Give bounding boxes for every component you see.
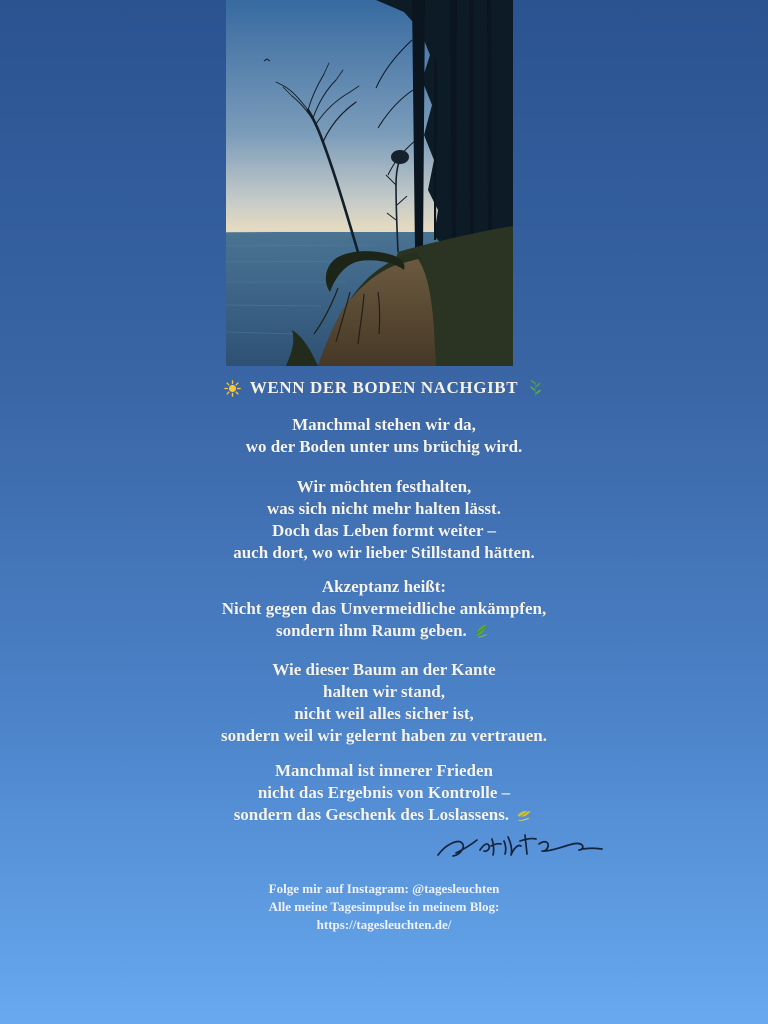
footer-blog-url[interactable]: https://tagesleuchten.de/ <box>316 917 452 932</box>
footer-instagram: Folge mir auf Instagram: @tagesleuchten <box>268 881 500 896</box>
stanza-5-line-2: nicht das Ergebnis von Kontrolle – <box>257 783 511 802</box>
herb-icon <box>527 380 544 397</box>
stanza-1 <box>0 414 768 458</box>
stanza-1-line-2: wo der Boden unter uns brüchig wird. <box>245 437 523 456</box>
footer-blog-label: Alle meine Tagesimpulse in meinem Blog: <box>268 899 500 914</box>
stanza-3-line-2: Nicht gegen das Unvermeidliche ankämpfen, <box>221 599 547 618</box>
stanza-1-line-1: Manchmal stehen wir da, <box>292 415 476 434</box>
stanza-5-line-1: Manchmal ist innerer Frieden <box>275 761 493 780</box>
stanza-2-line-1: Wir möchten festhalten, <box>296 477 472 496</box>
leaf-icon <box>473 622 490 639</box>
stanza-3-line-3-text: sondern ihm Raum geben. <box>275 621 467 640</box>
sun-icon <box>224 380 241 397</box>
cliff-photo <box>226 0 513 366</box>
stanza-5-line-3-text: sondern das Geschenk des Loslassens. <box>233 805 510 824</box>
stanza-3-line-1: Akzeptanz heißt: <box>321 577 447 596</box>
stanza-4-line-2: halten wir stand, <box>322 682 445 701</box>
stanza-5-line-3 <box>0 804 768 826</box>
stanza-5 <box>0 760 768 826</box>
page-title <box>0 378 768 398</box>
stanza-4 <box>0 659 768 747</box>
stanza-2-line-2: was sich nicht mehr halten lässt. <box>267 499 501 518</box>
stanza-2 <box>0 476 768 564</box>
stanza-4-line-1: Wie dieser Baum an der Kante <box>272 660 496 679</box>
signature-handwriting <box>432 829 608 867</box>
stanza-4-line-3: nicht weil alles sicher ist, <box>294 704 474 723</box>
title-text: WENN DER BODEN NACHGIBT <box>249 378 519 397</box>
leaf-wind-icon <box>515 806 532 823</box>
stanza-3 <box>0 576 768 642</box>
stanza-2-line-3: Doch das Leben formt weiter – <box>272 521 496 540</box>
stanza-3-line-3 <box>0 620 768 642</box>
footer <box>0 880 768 934</box>
stanza-4-line-4: sondern weil wir gelernt haben zu vertrauen. <box>221 726 547 745</box>
stanza-2-line-4: auch dort, wo wir lieber Stillstand hätten. <box>233 543 535 562</box>
